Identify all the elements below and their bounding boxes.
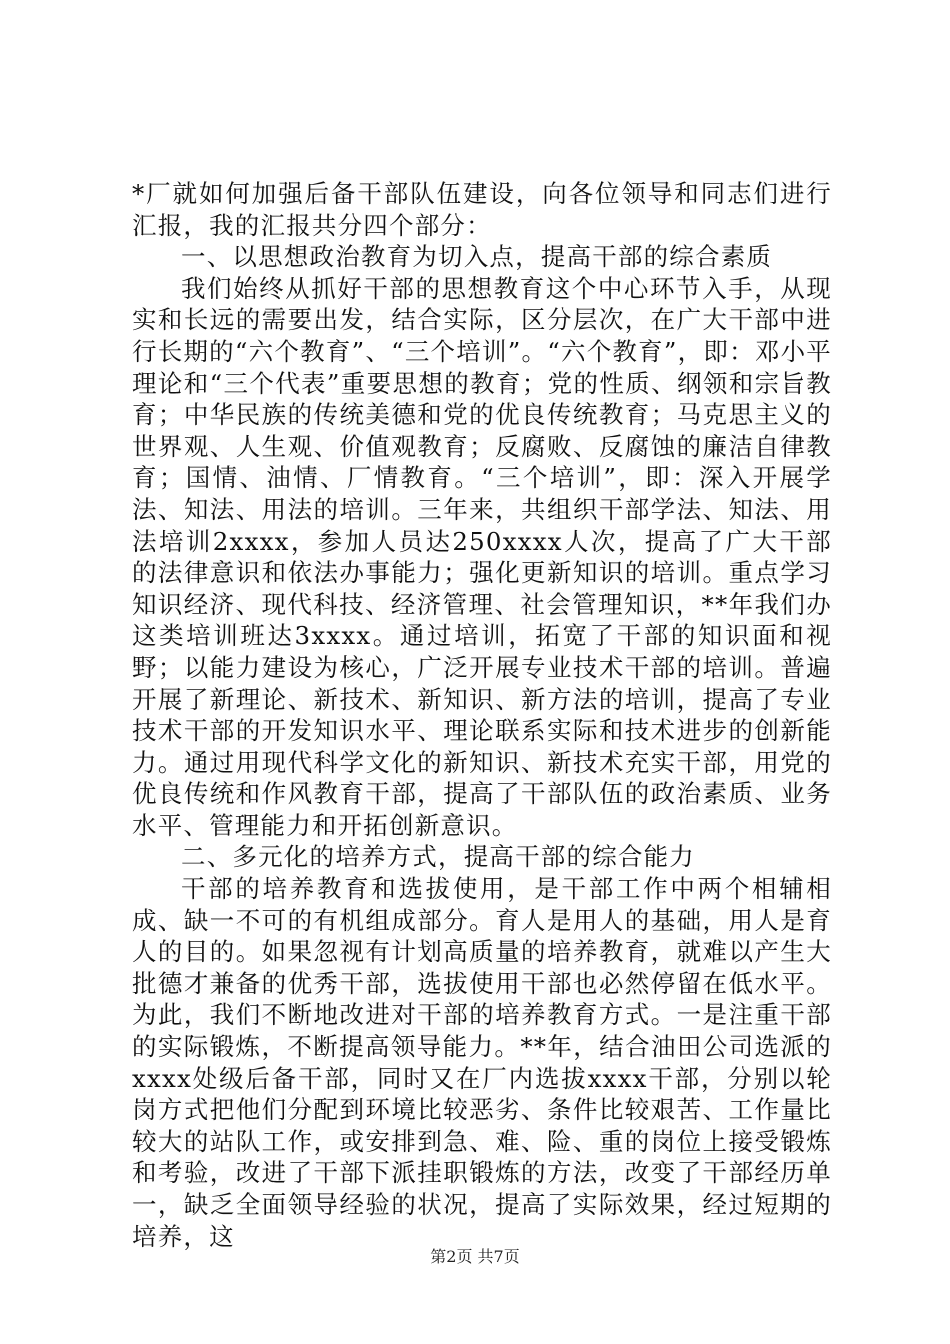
section-1-paragraph: 我们始终从抓好干部的思想教育这个中心环节入手，从现实和长远的需要出发，结合实际，区分层次，在广大干部中进行长期的“六个教育”、“三个培训”。“六个教育”，即：邓小平理论和“三个代表”重要思想的教育；党的性质、纲领和宗旨教育；中华民族的传统美德和党的优良传统教育；马克思主义的世界观、人生观、价值观教育；反腐败、反腐蚀的廉洁自律教育；国情、油情、厂情教育。“三个培训”，即：深入开展学法、知法、用法的培训。三年来，共组织干部学法、知法、用法培训2xxxx，参加人员达250xxxx人次，提高了广大干部的法律意识和依法办事能力；强化更新知识的培训。重点学习知识经济、现代科技、经济管理、社会管理知识，**年我们办这类培训班达3xxxx。通过培训，拓宽了干部的知识面和视野；以能力建设为核心，广泛开展专业技术干部的培训。普遍开展了新理论、新技术、新知识、新方法的培训，提高了专业技术干部的开发知识水平、理论联系实际和技术进步的创新能力。通过用现代科学文化的新知识、新技术充实干部，用党的优良传统和作风教育干部，提高了干部队伍的政治素质、业务水平、管理能力和开拓创新意识。 (132, 273, 832, 840)
section-heading-2: 二、多元化的培养方式，提高干部的综合能力 (181, 842, 695, 872)
section-2-paragraph: 干部的培养教育和选拔使用，是干部工作中两个相辅相成、缺一不可的有机组成部分。育人是用人的基础，用人是育人的目的。如果忽视有计划高质量的培养教育，就难以产生大批德才兼备的优秀干部，选拔使用干部也必然停留在低水平。为此，我们不断地改进对干部的培养教育方式。一是注重干部的实际锻炼，不断提高领导能力。**年，结合油田公司选派的xxxx处级后备干部，同时又在厂内选拔xxxx干部，分别以轮岗方式把他们分配到环境比较恶劣、条件比较艰苦、工作量比较大的站队工作，或安排到急、难、险、重的岗位上接受锻炼和考验，改进了干部下派挂职锻炼的方法，改变了干部经历单一，缺乏全面领导经验的状况，提高了实际效果，经过短期的培养，这 (132, 874, 832, 1251)
page-number-footer: 第2页 共7页 (430, 1247, 520, 1266)
opening-paragraph: *厂就如何加强后备干部队伍建设，向各位领导和同志们进行汇报，我的汇报共分四个部分： (132, 179, 832, 240)
document-body (132, 178, 832, 1252)
section-heading-1: 一、以思想政治教育为切入点，提高干部的综合素质 (181, 242, 773, 272)
